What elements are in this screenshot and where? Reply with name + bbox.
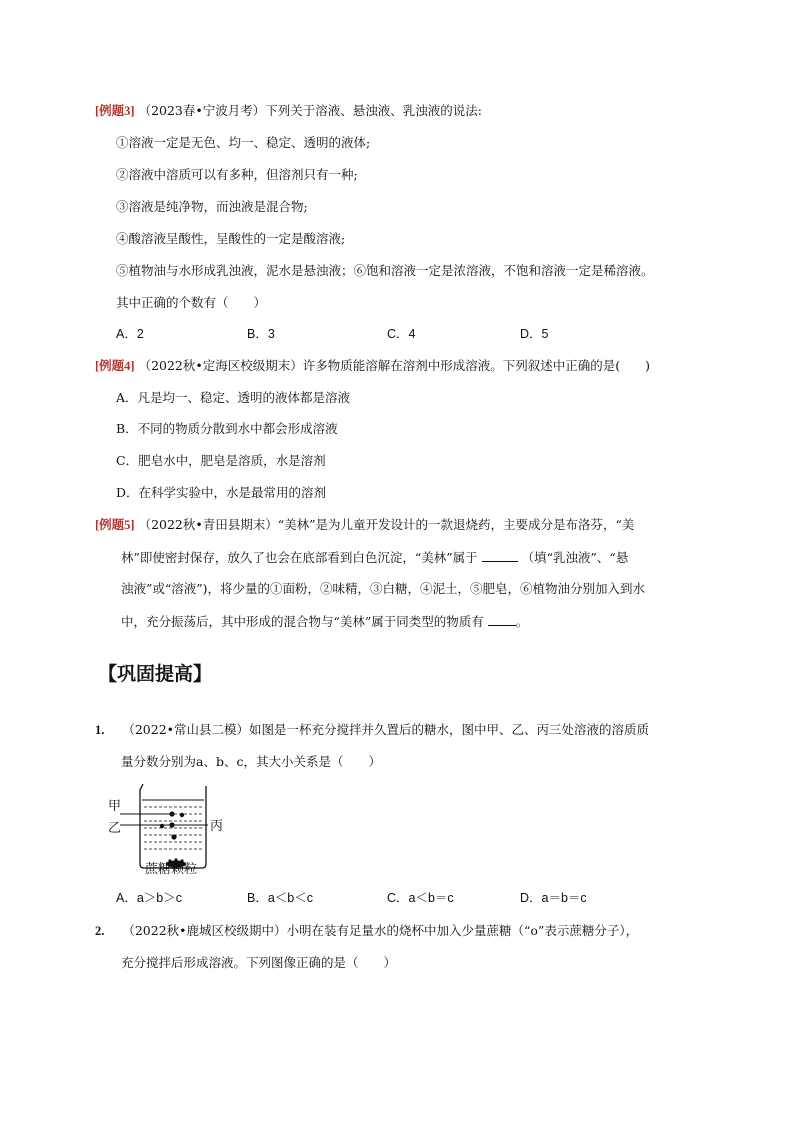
question-1-line-2: 量分数分别为a、b、c，其大小关系是（ ） bbox=[121, 754, 381, 769]
question-1-number: 1. bbox=[95, 723, 105, 737]
label-bing: 丙 bbox=[210, 819, 224, 834]
example-5-line-2 bbox=[121, 549, 628, 566]
example-4-source: （2022秋•定海区校级期末）许多物质能溶解在溶剂中形成溶液。下列叙述中正确的是( ) bbox=[138, 358, 651, 373]
example-5-line-1 bbox=[95, 517, 634, 533]
example-3-stem bbox=[95, 103, 482, 119]
example-5-text-4a: 中，充分振荡后，其中形成的混合物与“美林”属于同类型的物质有 bbox=[121, 614, 484, 629]
example-4-tag: [例题4] bbox=[95, 359, 135, 373]
question-1-text-1: （2022•常山县二模）如图是一杯充分搅拌并久置后的糖水，图中甲、乙、丙三处溶液的溶质质 bbox=[122, 722, 650, 737]
point-bing bbox=[171, 834, 176, 839]
statement-2: ②溶液中溶质可以有多种，但溶剂只有一种; bbox=[116, 167, 358, 182]
example-5-tag: [例题5] bbox=[95, 518, 135, 532]
example-4-option-c: C．肥皂水中，肥皂是溶质，水是溶剂 bbox=[116, 453, 326, 468]
question-2-number: 2. bbox=[95, 924, 105, 938]
example-5-text-1: （2022秋•青田县期末）“美林”是为儿童开发设计的一款退烧药，主要成分是布洛芬，“美 bbox=[138, 517, 635, 532]
example-3-question: 其中正确的个数有（ ） bbox=[116, 295, 267, 310]
example-5-text-2b: （填“乳浊液”、“悬 bbox=[521, 550, 629, 565]
statement-1: ①溶液一定是无色、均一、稳定、透明的液体; bbox=[116, 135, 371, 150]
question-1-option-b: B．a＜b＜c bbox=[247, 891, 313, 905]
question-1-option-d: D．a＝b＝c bbox=[520, 891, 587, 905]
statement-3: ③溶液是纯净物，而浊液是混合物; bbox=[116, 199, 308, 214]
example-4-option-d: D．在科学实验中，水是最常用的溶剂 bbox=[116, 485, 327, 500]
answer-blank-2[interactable] bbox=[488, 613, 516, 626]
question-2-line-2: 充分搅拌后形成溶液。下列图像正确的是（ ） bbox=[121, 955, 397, 970]
question-1-option-c: C．a＜b＝c bbox=[387, 891, 454, 905]
example-5-line-4 bbox=[121, 613, 528, 630]
example-3-tag: [例题3] bbox=[95, 104, 135, 118]
statement-5: ⑤植物油与水形成乳浊液，泥水是悬浊液；⑥饱和溶液一定是浓溶液，不饱和溶液一定是稀溶液。 bbox=[116, 263, 654, 278]
section-title: 【巩固提高】 bbox=[98, 663, 213, 685]
label-yi: 乙 bbox=[108, 821, 122, 836]
example-5-text-2a: 林”即使密封保存，放久了也会在底部看到白色沉淀，“美林”属于 bbox=[121, 550, 478, 565]
question-2-text-1: （2022秋•鹿城区校级期中）小明在装有足量水的烧杯中加入少量蔗糖（“o”表示蔗糖分子）， bbox=[122, 923, 639, 938]
example-3-option-d: D．5 bbox=[520, 327, 549, 341]
example-4-option-a: A．凡是均一、稳定、透明的液体都是溶液 bbox=[116, 390, 351, 405]
question-2-line-1 bbox=[95, 923, 638, 939]
example-3-option-c: C．4 bbox=[387, 327, 416, 341]
example-4-stem bbox=[95, 358, 650, 374]
example-3-source: （2023春•宁波月考）下列关于溶液、悬浊液、乳浊液的说法: bbox=[138, 103, 482, 118]
question-1-option-a: A．a＞b＞c bbox=[116, 891, 182, 905]
figure-caption: 蔗糖颗粒 bbox=[145, 862, 198, 877]
example-4-option-b: B．不同的物质分散到水中都会形成溶液 bbox=[116, 421, 338, 436]
question-1-line-1 bbox=[95, 722, 649, 738]
example-5-line-3: 浊液”或“溶液”)，将少量的①面粉，②味精，③白糖，④泥土，⑤肥皂，⑥植物油分别加入到水 bbox=[121, 581, 646, 596]
answer-blank-1[interactable] bbox=[482, 549, 518, 562]
label-jia: 甲 bbox=[108, 799, 122, 814]
example-3-option-a: A．2 bbox=[116, 327, 144, 341]
example-3-option-b: B．3 bbox=[247, 327, 275, 341]
example-5-text-4b: 。 bbox=[515, 614, 529, 629]
statement-4: ④酸溶液呈酸性，呈酸性的一定是酸溶液; bbox=[116, 231, 346, 246]
